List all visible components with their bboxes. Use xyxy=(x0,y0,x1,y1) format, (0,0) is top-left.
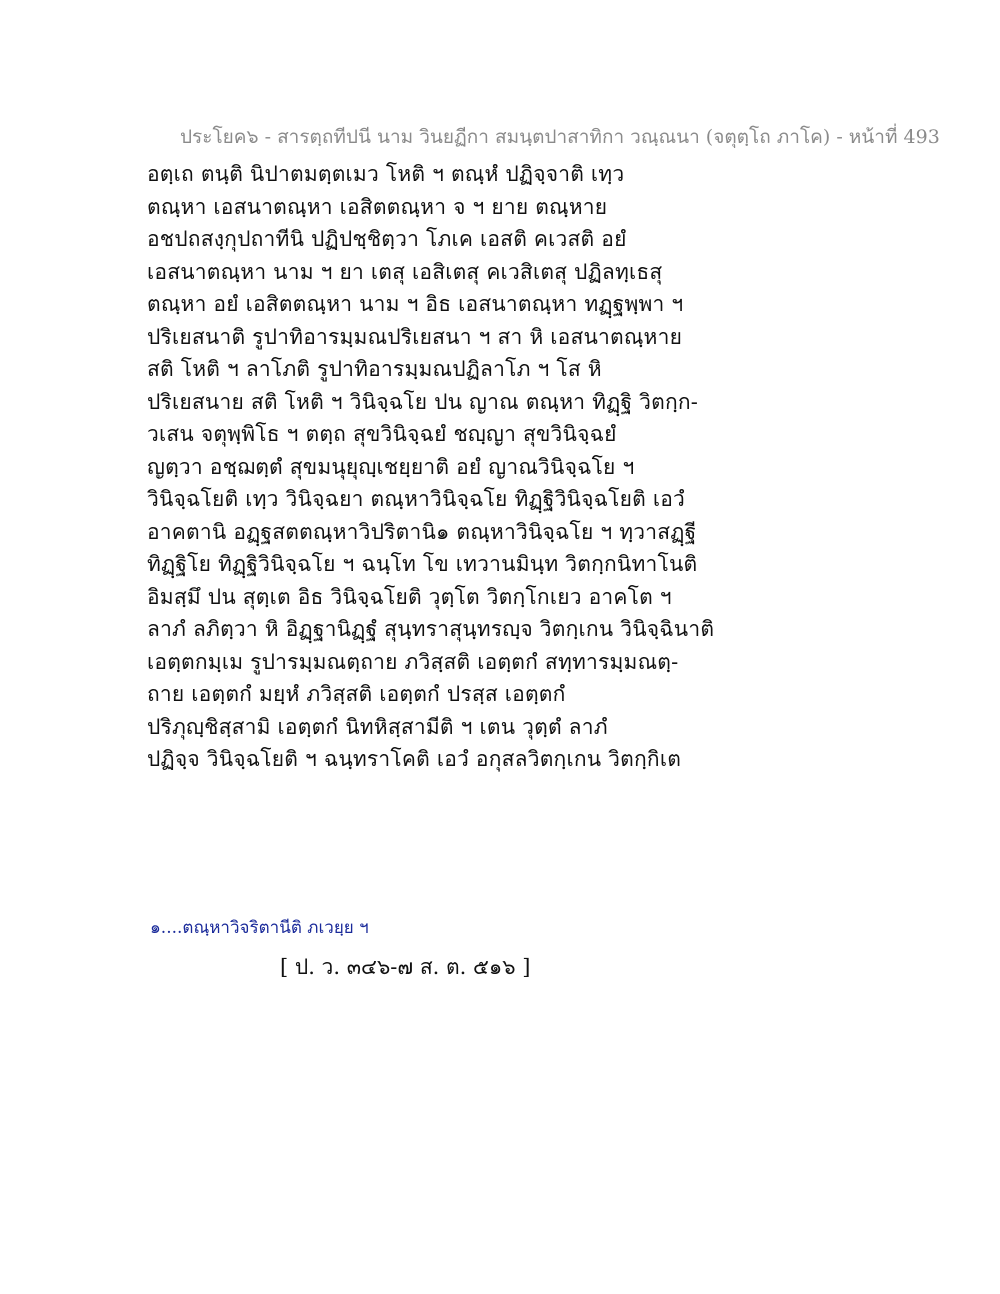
text-line: อาคตานิ อฏฺฐสตตณฺหาวิปริตานิ๑ ตณฺหาวินิจฺฉโย ฯ ทฺวาสฏฺฐี xyxy=(147,519,697,544)
text-line: ทิฏฺฐิโย ทิฏฺฐิวินิจฺฉโย ฯ ฉนฺโท โข เทวานมินฺท วิตกฺกนิทาโนติ xyxy=(147,552,698,576)
text-line: ปริเยสนาติ รูปาทิอารมฺมณปริเยสนา ฯ สา หิ เอสนาตณฺหาย xyxy=(147,324,683,349)
body-text xyxy=(147,158,847,776)
footnote: ๑....ตณฺหาวิจริตานีติ ภเวยฺย ฯ xyxy=(150,918,369,938)
text-line: ลาภํ ลภิตฺวา หิ อิฏฺฐานิฏฺฐํ สุนฺทราสุนฺทรญฺจ วิตกฺเกน วินิจฺฉินาติ xyxy=(147,617,715,641)
text-line: ปริภุญฺชิสฺสามิ เอตฺตกํ นิทหิสฺสามีติ ฯ เตน วุตฺตํ ลาภํ xyxy=(147,714,608,739)
text-line: เอตฺตกมฺเม รูปารมฺมณตฺถาย ภวิสฺสติ เอตฺตกํ สทฺทารมฺมณตฺ- xyxy=(147,649,679,674)
text-line: ปฏิจฺจ วินิจฺฉโยติ ฯ ฉนฺทราโคติ เอวํ อกุสลวิตกฺเกน วิตกฺกิเต xyxy=(147,747,682,771)
text-line: ถาย เอตฺตกํ มยฺหํ ภวิสฺสติ เอตฺตกํ ปรสฺส เอตฺตกํ xyxy=(147,682,566,706)
reference-citation: [ ป. ว. ๓๔๖-๗ ส. ต. ๕๑๖ ] xyxy=(280,955,531,979)
text-line: สติ โหติ ฯ ลาโภติ รูปาทิอารมฺมณปฏิลาโภ ฯ โส หิ xyxy=(147,357,602,381)
page-header: ประโยค๖ - สารตฺถทีปนี นาม วินยฏีกา สมนฺตปาสาทิกา วณฺณนา (จตุตฺโถ ภาโค) - หน้าที่ 493 xyxy=(180,126,940,148)
text-line: ตณฺหา เอสนาตณฺหา เอสิตตณฺหา จ ฯ ยาย ตณฺหาย xyxy=(147,194,608,219)
text-line: อตฺเถ ตนฺติ นิปาตมตฺตเมว โหติ ฯ ตณฺหํ ปฏิจฺจาติ เทฺว xyxy=(147,162,625,186)
text-line: อชปถสงฺกุปถาทีนิ ปฏิปชฺชิตฺวา โภเค เอสติ คเวสติ อยํ xyxy=(147,227,627,251)
text-line: เอสนาตณฺหา นาม ฯ ยา เตสุ เอสิเตสุ คเวสิเตสุ ปฏิลทฺเธสุ xyxy=(147,259,663,284)
text-line: วินิจฺฉโยติ เทฺว วินิจฺฉยา ตณฺหาวินิจฺฉโย ทิฏฺฐิวินิจฺฉโยติ เอวํ xyxy=(147,487,686,511)
text-line: ปริเยสนาย สติ โหติ ฯ วินิจฺฉโย ปน ญาณ ตณฺหา ทิฏฺฐิ วิตกฺก- xyxy=(147,389,699,414)
text-line: ตณฺหา อยํ เอสิตตณฺหา นาม ฯ อิธ เอสนาตณฺหา ทฏฺฐพฺพา ฯ xyxy=(147,292,684,316)
text-line: วเสน จตุพฺพิโธ ฯ ตตฺถ สุขวินิจฺฉยํ ชญฺญา สุขวินิจฺฉยํ xyxy=(147,422,617,446)
text-line: อิมสฺมึ ปน สุตฺเต อิธ วินิจฺฉโยติ วุตฺโต วิตกฺโกเยว อาคโต ฯ xyxy=(147,584,672,609)
text-line: ญตฺวา อชฺฌตฺตํ สุขมนุยุญฺเชยฺยาติ อยํ ญาณวินิจฺฉโย ฯ xyxy=(147,454,635,479)
